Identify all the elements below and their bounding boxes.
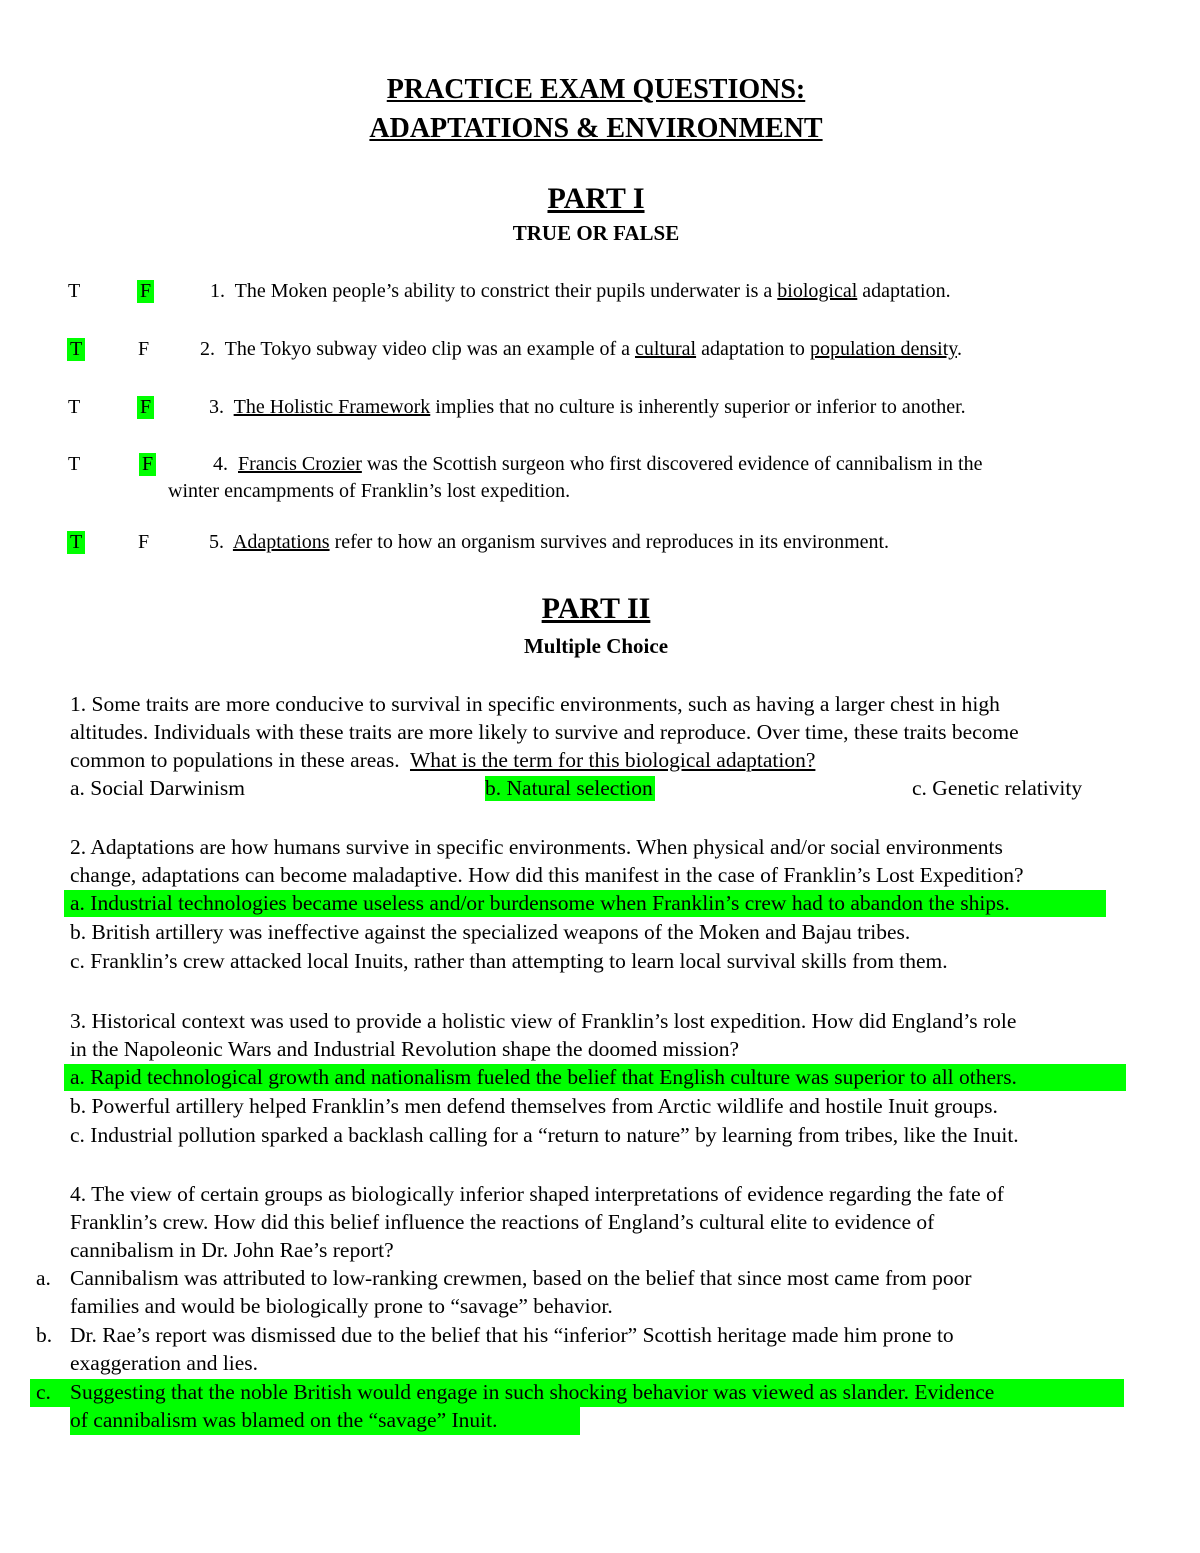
question-text: common to populations in these areas. What is the term for this biological adaptation? (70, 748, 816, 772)
tf-item-text: 5. Adaptations refer to how an organism survives and reproduces in its environment. (209, 531, 890, 553)
document-title-line1: PRACTICE EXAM QUESTIONS: (386, 74, 806, 105)
tf-false-option-selected[interactable]: F (137, 396, 154, 419)
tf-false-option[interactable]: F (138, 338, 150, 360)
question-text: 2. Adaptations are how humans survive in specific environments. When physical and/or social environments (70, 835, 1003, 859)
part1-heading: PART I (547, 182, 645, 215)
answer-option-b-label[interactable]: b. (36, 1323, 53, 1347)
answer-option-a-correct[interactable]: a. Industrial technologies became useless and/or burdensome when Franklin’s crew had to abandon the ships. (70, 891, 1010, 915)
answer-option-b-correct[interactable]: b. Natural selection (485, 776, 653, 800)
tf-true-option[interactable]: T (68, 396, 81, 418)
question-text: change, adaptations can become maladaptive. How did this manifest in the case of Franklin’s Lost Expedition? (70, 863, 1024, 887)
answer-option-c-line2[interactable]: of cannibalism was blamed on the “savage” Inuit. (70, 1408, 498, 1432)
part1-subheading: TRUE OR FALSE (512, 221, 680, 245)
tf-item-text: 1. The Moken people’s ability to constrict their pupils underwater is a biological adaptation. (210, 280, 951, 302)
answer-option-b[interactable]: b. Powerful artillery helped Franklin’s men defend themselves from Arctic wildlife and hostile Inuit groups. (70, 1094, 998, 1118)
tf-true-option[interactable]: T (68, 280, 81, 302)
question-text: 1. Some traits are more conducive to survival in specific environments, such as having a larger chest in high (70, 692, 1000, 716)
part2-subheading: Multiple Choice (523, 634, 669, 658)
question-text: altitudes. Individuals with these traits are more likely to survive and reproduce. Over time, these traits become (70, 720, 1019, 744)
tf-true-option[interactable]: T (68, 453, 81, 475)
question-text: Franklin’s crew. How did this belief influence the reactions of England’s cultural elite to evidence of (70, 1210, 935, 1234)
answer-option-a-label[interactable]: a. (36, 1266, 51, 1290)
answer-option-b[interactable]: b. British artillery was ineffective against the specialized weapons of the Moken and Bajau tribes. (70, 920, 911, 944)
answer-option-b-line2[interactable]: exaggeration and lies. (70, 1351, 259, 1375)
tf-true-option-selected[interactable]: T (67, 338, 85, 361)
answer-option-c[interactable]: c. Industrial pollution sparked a backlash calling for a “return to nature” by learning from tribes, like the Inuit. (70, 1123, 1019, 1147)
part2-heading: PART II (541, 592, 651, 625)
answer-option-c-label-correct[interactable]: c. (36, 1380, 51, 1404)
question-text: in the Napoleonic Wars and Industrial Revolution shape the doomed mission? (70, 1037, 740, 1061)
tf-item-text: 4. Francis Crozier was the Scottish surgeon who first discovered evidence of cannibalism in the (213, 453, 983, 475)
answer-option-a[interactable]: Cannibalism was attributed to low-ranking crewmen, based on the belief that since most came from poor (70, 1266, 972, 1290)
question-text: 3. Historical context was used to provide a holistic view of Franklin’s lost expedition. How did England’s role (70, 1009, 1017, 1033)
tf-item-text: 3. The Holistic Framework implies that no culture is inherently superior or inferior to another. (209, 396, 966, 418)
answer-option-c-correct[interactable]: Suggesting that the noble British would engage in such shocking behavior was viewed as slander. Evidence (70, 1380, 995, 1404)
answer-option-a-line2[interactable]: families and would be biologically prone to “savage” behavior. (70, 1294, 613, 1318)
answer-option-a-correct[interactable]: a. Rapid technological growth and nationalism fueled the belief that English culture was superior to all others. (70, 1065, 1017, 1089)
question-text: cannibalism in Dr. John Rae’s report? (70, 1238, 394, 1262)
tf-false-option-selected[interactable]: F (139, 453, 156, 476)
question-text: 4. The view of certain groups as biologically inferior shaped interpretations of evidence regarding the fate of (70, 1182, 1004, 1206)
document-title-line2: ADAPTATIONS & ENVIRONMENT (369, 113, 823, 144)
tf-false-option-selected[interactable]: F (137, 280, 154, 303)
answer-option-b[interactable]: Dr. Rae’s report was dismissed due to the belief that his “inferior” Scottish heritage made him prone to (70, 1323, 954, 1347)
answer-option-c[interactable]: c. Genetic relativity (912, 776, 1083, 800)
tf-item-text-line2: winter encampments of Franklin’s lost expedition. (168, 480, 571, 502)
tf-true-option-selected[interactable]: T (67, 531, 85, 554)
tf-item-text: 2. The Tokyo subway video clip was an example of a cultural adaptation to population density. (200, 338, 962, 360)
answer-option-a[interactable]: a. Social Darwinism (70, 776, 245, 800)
answer-option-c[interactable]: c. Franklin’s crew attacked local Inuits, rather than attempting to learn local survival skills from them. (70, 949, 948, 973)
tf-false-option[interactable]: F (138, 531, 150, 553)
